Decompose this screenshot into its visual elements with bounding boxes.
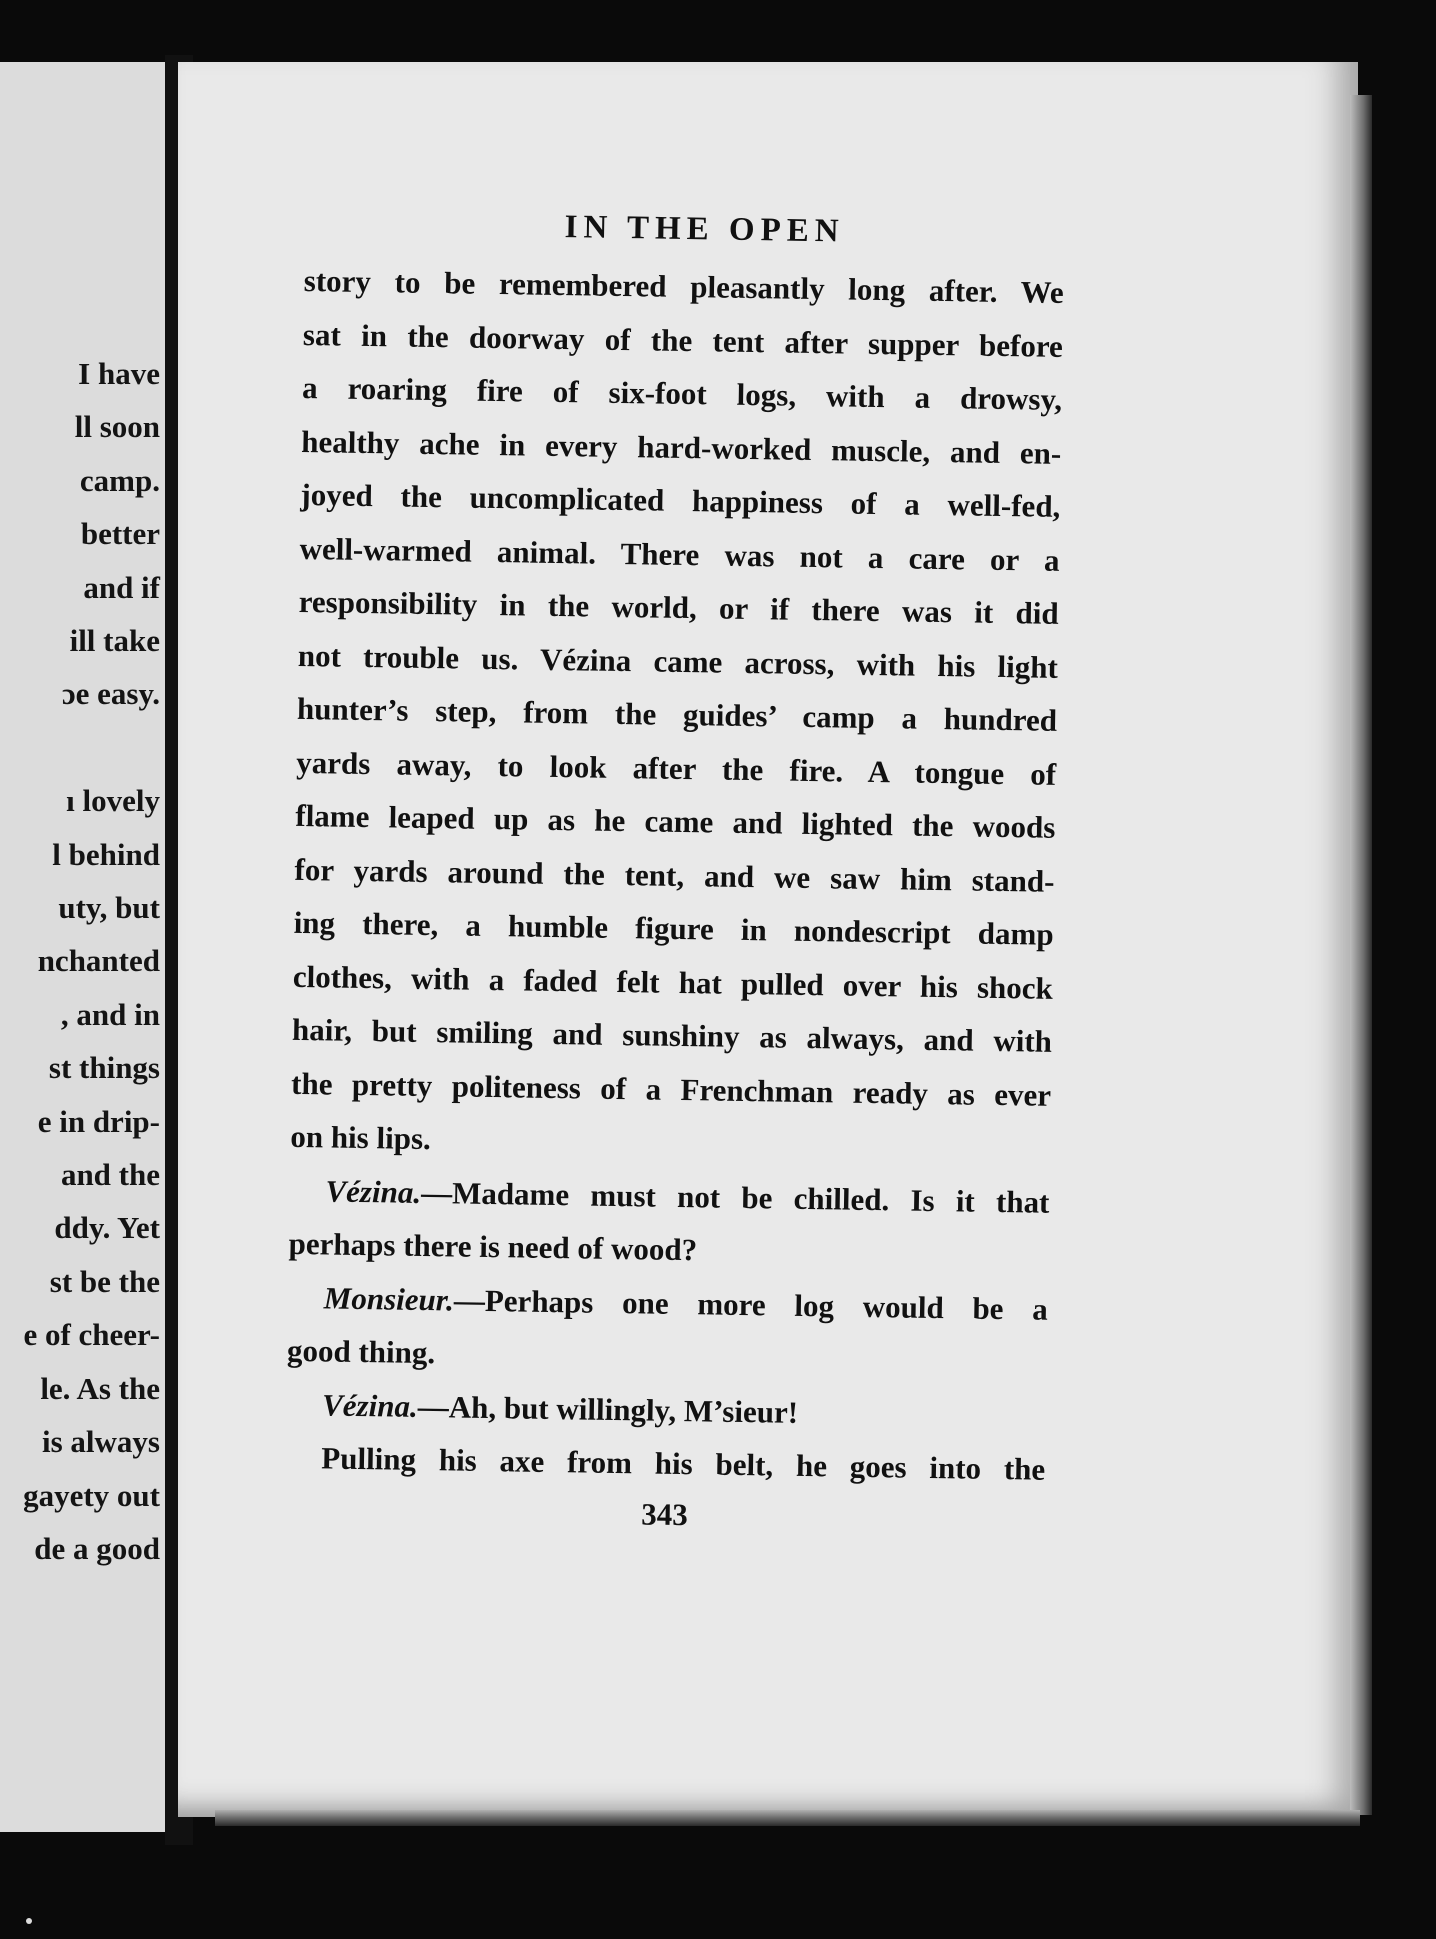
- previous-page-line: , and in: [60, 996, 160, 1032]
- text-line: hair, but smiling and sunshiny as always, and with: [291, 1011, 1053, 1059]
- previous-page-line: st things: [48, 1050, 160, 1086]
- previous-page-line: ɔe easy.: [61, 676, 160, 712]
- page-number: 343: [640, 1495, 689, 1532]
- text-line: well-warmed animal. There was not a care or a: [299, 530, 1060, 578]
- previous-page-line: e in drip-: [37, 1103, 160, 1139]
- text-line: flame leaped up as he came and lighted the woods: [295, 797, 1056, 845]
- previous-page-line: de a good: [34, 1530, 160, 1566]
- running-head: IN THE OPEN: [564, 209, 845, 250]
- previous-page-line: better: [80, 516, 160, 552]
- previous-page-line: gayety out: [23, 1477, 160, 1513]
- dialogue-text: —Madame must not be chilled. Is it that: [420, 1174, 1050, 1220]
- text-line: not trouble us. Vézina came across, with his light: [297, 637, 1059, 685]
- previous-page-line: ddy. Yet: [54, 1210, 160, 1246]
- previous-page-line: nchanted: [37, 943, 160, 979]
- text-line: perhaps there is need of wood?: [288, 1225, 698, 1268]
- previous-page-line: is always: [42, 1424, 160, 1460]
- previous-page-line: ill take: [69, 623, 160, 659]
- text-line: Pulling his axe from his belt, he goes into the: [321, 1440, 1046, 1487]
- previous-page-line: le. As the: [40, 1370, 160, 1406]
- dialogue-text: —Ah, but willingly, M’sieur!: [417, 1388, 799, 1430]
- text-line: good thing.: [286, 1332, 436, 1371]
- page-edge: [1350, 95, 1372, 1815]
- page-text-block: [284, 205, 1065, 1538]
- previous-page-text: [0, 347, 160, 1575]
- previous-page-line: st be the: [49, 1263, 160, 1299]
- speaker-name: Monsieur.: [323, 1279, 455, 1317]
- previous-page-line: and if: [83, 569, 160, 605]
- previous-page-line: I have: [78, 356, 160, 391]
- previous-page-line: ll soon: [74, 409, 160, 445]
- previous-page-line: l behind: [52, 836, 160, 872]
- previous-page-line: e of cheer-: [23, 1317, 160, 1353]
- text-line: for yards around the tent, and we saw him stand-: [294, 851, 1055, 899]
- text-line: on his lips.: [290, 1118, 432, 1157]
- text-line: yards away, to look after the fire. A tongue of: [295, 744, 1057, 792]
- previous-page-line: and the: [60, 1157, 160, 1193]
- text-line: the pretty politeness of a Frenchman ready as ever: [290, 1065, 1052, 1113]
- text-line: a roaring fire of six-foot logs, with a drowsy,: [301, 369, 1063, 417]
- body-text: [285, 254, 1064, 1496]
- scan-speck: [26, 1918, 32, 1924]
- text-line: responsibility in the world, or if there was it did: [298, 583, 1059, 631]
- text-line: joyed the uncomplicated happiness of a well-fed,: [300, 476, 1061, 524]
- text-line: healthy ache in every hard-worked muscle, and en-: [301, 423, 1062, 471]
- text-line: clothes, with a faded felt hat pulled over his shock: [292, 958, 1054, 1006]
- speaker-name: Vézina.: [325, 1172, 422, 1210]
- text-line: sat in the doorway of the tent after supper before: [302, 316, 1064, 364]
- page-bottom-edge: [215, 1810, 1360, 1826]
- previous-page-line: ı lovely: [66, 783, 160, 819]
- dialogue-text: —Perhaps one more log would be a: [453, 1281, 1049, 1327]
- previous-page: [0, 62, 166, 1832]
- paragraph-gap: [0, 721, 160, 774]
- text-line: ing there, a humble figure in nondescript damp: [293, 904, 1054, 952]
- speaker-name: Vézina.: [321, 1386, 419, 1424]
- text-line: story to be remembered pleasantly long after. We: [303, 262, 1064, 310]
- text-line: hunter’s step, from the guides’ camp a hundred: [296, 690, 1058, 738]
- previous-page-line: uty, but: [58, 890, 160, 926]
- previous-page-line: camp.: [79, 462, 160, 498]
